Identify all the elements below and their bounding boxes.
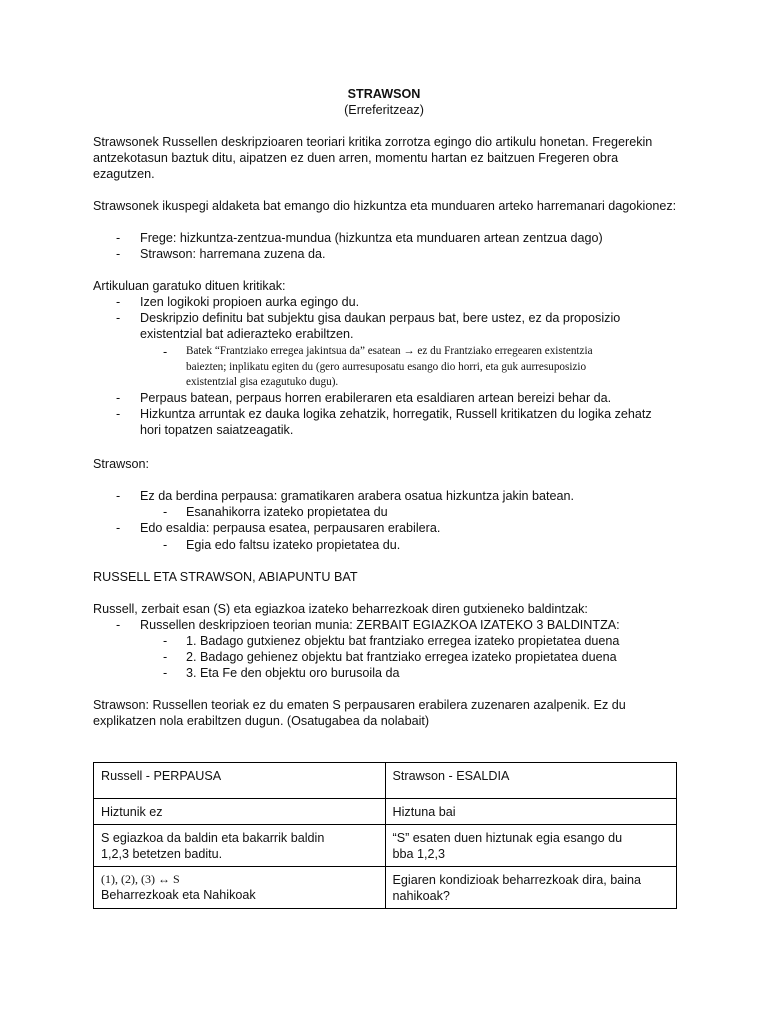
section2-sub-a: Batek “Frantziako erregea jakintsua da” esatean → ez du Frantziako erregearen existentzia <box>186 345 593 357</box>
section1-text: Strawsonek ikuspegi aldaketa bat emango dio hizkuntza eta munduaren arteko harremanari dagokionez: <box>93 199 677 213</box>
section3-item-2: Edo esaldia: perpausa esatea, perpausaren erabilera. <box>140 521 441 535</box>
section3-sub-1: Esanahikorra izateko propietatea du <box>186 505 388 519</box>
bullet-dash: - <box>116 231 121 245</box>
section3-item-1: Ez da berdina perpausa: gramatikaren arabera osatua hizkuntza jakin batean. <box>140 489 575 503</box>
bullet-dash: - <box>116 489 121 503</box>
section3-sub-2: Egia edo faltsu izateko propietatea du. <box>186 538 401 552</box>
doc-title: STRAWSON <box>347 87 421 101</box>
section2-sub-b: baiezten; inplikatu egiten du (gero aurresuposatu esango dio horri, eta guk aurresuposizio <box>186 361 587 373</box>
cell-text: Hiztunik ez <box>101 805 163 819</box>
sub-bullet-dash: - <box>163 634 168 648</box>
cell-line: nahikoak? <box>392 889 450 903</box>
table-cell: Strawson - ESALDIA <box>385 763 677 799</box>
table-cell <box>385 825 677 867</box>
table-cell <box>94 799 386 825</box>
cell-line: S egiazkoa da baldin eta bakarrik baldin <box>101 831 325 845</box>
table-cell <box>385 867 677 909</box>
section2-heading: Artikuluan garatuko dituen kritikak: <box>93 279 286 293</box>
sub-bullet-dash: - <box>163 505 168 519</box>
doc-subtitle: (Erreferitzeaz) <box>344 103 424 117</box>
table-cell <box>385 799 677 825</box>
cell-line: “S” esaten duen hiztunak egia esango du <box>392 831 623 845</box>
section2-item-3: Perpaus batean, perpaus horren erabileraren eta esaldiaren artean bereizi behar da. <box>140 391 612 405</box>
table-row <box>94 763 677 799</box>
section5-line-1: Strawson: Russellen teoriak ez du ematen S perpausaren erabilera zuzenaren azalpenik. Ez du <box>93 698 626 712</box>
table-cell: Russell - PERPAUSA <box>94 763 386 799</box>
bullet-dash: - <box>116 521 121 535</box>
cell-line: bba 1,2,3 <box>392 847 446 861</box>
section4-sub-2: 2. Badago gehienez objektu bat frantziako erregea izateko propietatea duena <box>186 650 617 664</box>
cell-text: Hiztuna bai <box>392 805 456 819</box>
section2-item-2b: existentzial bat adierazteko erabiltzen. <box>140 327 354 341</box>
section5-line-2: explikatzen nola erabiltzen dugun. (Osatugabea da nolabait) <box>93 714 430 728</box>
section1-item-1: Frege: hizkuntza-zentzua-mundua (hizkuntza eta munduaren artean zentzua dago) <box>140 231 603 245</box>
section2-item-4a: Hizkuntza arruntak ez dauka logika zehatzik, horregatik, Russell kritikatzen du logika zehatz <box>140 407 652 421</box>
cell-line: Egiaren kondizioak beharrezkoak dira, baina <box>392 873 642 887</box>
section4-heading: RUSSELL ETA STRAWSON, ABIAPUNTU BAT <box>93 570 358 584</box>
section1-item-2: Strawson: harremana zuzena da. <box>140 247 326 261</box>
intro-paragraph: Strawsonek Russellen deskripzioaren teoriari kritika zorrotza egingo dio artikulu honetan. Fregerekin antzekotasun baztuk ditu, aipatzen ez duen arren, momentu hartan ez baitzuen Fregeren obra ezagutzen. <box>93 135 653 181</box>
bullet-dash: - <box>116 311 121 325</box>
bullet-dash: - <box>116 295 121 309</box>
sub-bullet-dash: - <box>163 650 168 664</box>
cell-line: 1,2,3 betetzen baditu. <box>101 847 223 861</box>
table-cell <box>94 867 386 909</box>
cell-line: (1), (2), (3) ↔ S <box>101 872 180 886</box>
table-row <box>94 825 677 867</box>
sub-bullet-dash: - <box>163 538 168 552</box>
table-row <box>94 799 677 825</box>
section2-item-1: Izen logikoki propioen aurka egingo du. <box>140 295 360 309</box>
bullet-dash: - <box>116 618 121 632</box>
section2-item-4b: hori topatzen saiatzeagatik. <box>140 423 294 437</box>
section4-sub-1: 1. Badago gutxienez objektu bat frantziako erregea izateko propietatea duena <box>186 634 620 648</box>
sub-bullet-dash: - <box>163 345 168 359</box>
comparison-table <box>93 762 677 909</box>
cell-line: Beharrezkoak eta Nahikoak <box>101 888 256 902</box>
section4-sub-3: 3. Eta Fe den objektu oro burusoila da <box>186 666 400 680</box>
bullet-dash: - <box>116 407 121 421</box>
section3-heading: Strawson: <box>93 457 149 471</box>
section2-sub-c: existentzial gisa ezagutuko dugu). <box>186 376 339 388</box>
table-cell <box>94 825 386 867</box>
section2-item-2a: Deskripzio definitu bat subjektu gisa daukan perpaus bat, bere ustez, ez da proposizio <box>140 311 621 325</box>
table-row <box>94 867 677 909</box>
sub-bullet-dash: - <box>163 666 168 680</box>
section4-item-1: Russellen deskripzioen teorian munia: ZERBAIT EGIAZKOA IZATEKO 3 BALDINTZA: <box>140 618 620 632</box>
bullet-dash: - <box>116 391 121 405</box>
bullet-dash: - <box>116 247 121 261</box>
section4-text: Russell, zerbait esan (S) eta egiazkoa izateko beharrezkoak diren gutxieneko baldintzak: <box>93 602 588 616</box>
